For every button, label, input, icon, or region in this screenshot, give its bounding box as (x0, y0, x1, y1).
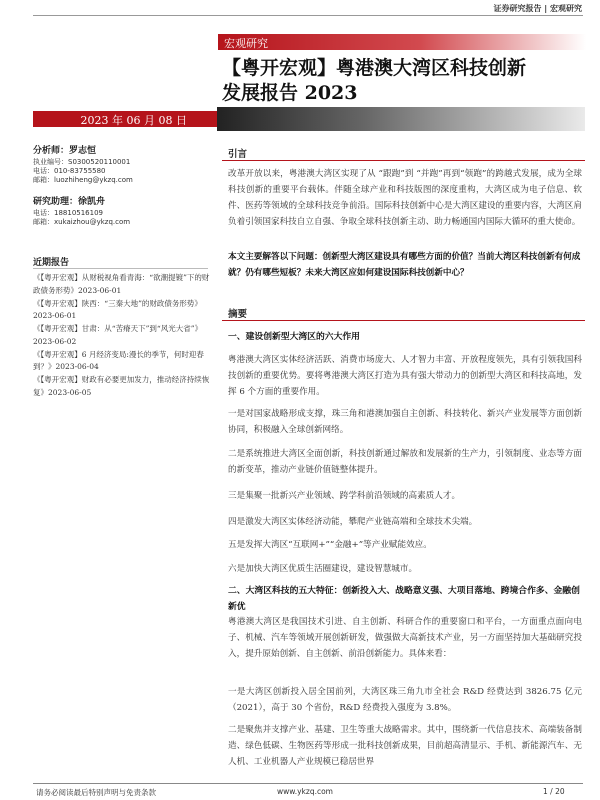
recent-report-item[interactable]: 《【粤开宏观】6 月经济变局:漫长的季节，何时迎春到？》2023-06-04 (33, 349, 204, 371)
intro-questions: 本文主要解答以下问题：创新型大湾区建设具有哪些方面的价值？当前大湾区科技创新有何成就？仍有哪些短板？未来大湾区应如何建设国际科技创新中心？ (228, 252, 581, 278)
section1-paragraph: 粤港澳大湾区实体经济活跃、消费市场庞大、人才智力丰富、开放程度领先，具有引领我国科技创新的重要优势。要将粤港澳大湾区打造为具有强大带动力的创新型大湾区和科技高地，发挥 6 个方面的重要作用。 (228, 355, 582, 397)
intro-paragraph: 改革开放以来，粤港澳大湾区实现了从 “跟跑”到 “并跑”再到“领跑”的跨越式发展，成为全球科技创新的重要平台载体。伴随全球产业和科技版图的深度重构，大湾区成为电子信息、软件、医药等领域的全球科技竞争前沿。国际科技创新中心是大湾区建设的重要内容，大湾区肩负着引领国家科技自立自强、争取全球科技创新主动、助力畅通国内国际大循环的重大使命。 (228, 169, 582, 227)
section1-title: 一、建设创新型大湾区的六大作用 (228, 332, 360, 342)
footer-disclaimer: 请务必阅读最后特别声明与免责条款 (36, 788, 156, 797)
analyst-info (33, 143, 208, 227)
title-gradient-bar (217, 107, 585, 131)
top-divider (33, 15, 583, 16)
analyst-license: 执业编号：S0300520110001 (33, 158, 131, 166)
category-label: 宏观研究 (224, 37, 268, 50)
section1-item: 二是系统推进大湾区全面创新，科技创新通过解放和发展新的生产力，引领制度、业态等方面的新变革，推动产业链价值链整体提升。 (228, 449, 582, 475)
report-type-label: 证券研究报告 | 宏观研究 (493, 4, 582, 13)
assistant-email[interactable]: 邮箱：xukaizhou@ykzq.com (33, 218, 131, 226)
footer-divider (33, 783, 583, 784)
intro-heading: 引言 (228, 149, 248, 160)
analyst-email[interactable]: 邮箱：luozhiheng@ykzq.com (33, 176, 133, 184)
section2-paragraph: 粤港澳大湾区是我国技术引进、自主创新、科研合作的重要窗口和平台，一方面重点面向电子、机械、汽车等领域开展创新研发，做强做大高新技术产业，另一方面坚持加大基础研究投入，提升原始创新、自主创新、前沿创新能力。具体来看： (228, 617, 582, 659)
section1-item: 一是对国家战略形成支撑，珠三角和港澳加强自主创新、科技转化、新兴产业发展等方面创新协同，积极融入全球创新网络。 (228, 409, 582, 435)
assistant-phone: 电话：18810516109 (33, 209, 103, 217)
analyst-name: 分析师：罗志恒 (33, 146, 97, 156)
report-title-line2: 发展报告 2023 (222, 82, 358, 104)
recent-reports-list (33, 272, 211, 400)
page-number: 1 / 20 (543, 787, 565, 796)
section2-title: 二、大湾区科技的五大特征：创新投入大、战略意义强、大项目落地、跨境合作多、金融创新优 (228, 586, 580, 612)
analyst-phone: 电话：010-83755580 (33, 167, 106, 175)
section1-item: 三是集聚一批新兴产业领域、跨学科前沿领域的高素质人才。 (228, 491, 461, 501)
recent-report-item[interactable]: 《【粤开宏观】财政有必要更加发力，推动经济持续恢复》2023-06-05 (33, 375, 210, 397)
report-date: 2023 年 06 月 08 日 (80, 114, 187, 127)
date-banner (33, 111, 217, 127)
recent-reports-title: 近期报告 (33, 258, 70, 268)
recent-reports-divider (33, 268, 208, 269)
section2-item: 二是聚焦并支撑产业、基建、卫生等重大战略需求。其中，围绕新一代信息技术、高端装备制造、绿色低碳、生物医药等形成一批科技创新成果，目前超高清显示、手机、新能源汽车、无人机、工业机器人产业规模已稳居世界 (228, 725, 582, 767)
recent-report-item[interactable]: 《【粤开宏观】甘肃：从“苦瘠天下”到“风光大省”》2023-06-02 (33, 324, 203, 346)
section1-item: 五是发挥大湾区“互联网+”“金融+”等产业赋能效应。 (228, 540, 432, 550)
section1-item: 四是激发大湾区实体经济动能，攀爬产业链高端和全球技术尖端。 (228, 517, 478, 527)
footer-website[interactable]: www.ykzq.com (277, 787, 333, 796)
section1-item: 六是加快大湾区优质生活圈建设，建设智慧城市。 (228, 564, 418, 574)
summary-heading: 摘要 (228, 309, 248, 320)
intro-divider (222, 160, 585, 161)
report-title (222, 56, 592, 106)
report-title-line1: 【粤开宏观】粤港澳大湾区科技创新 (222, 57, 527, 79)
section2-item: 一是大湾区创新投入居全国前列，大湾区珠三角九市全社会 R&D 经费达到 3826.75 亿元（2021），高于 30 个省份，R&D 经费投入强度为 3.8%。 (228, 687, 582, 713)
top-bar (0, 0, 600, 16)
recent-report-item[interactable]: 《【粤开宏观】从财税视角看青海：“欲潮提镀”下的财政债务形势》2023-06-01 (33, 273, 210, 295)
recent-report-item[interactable]: 《【粤开宏观】陕西：“三秦大地”的财政债务形势》2023-06-01 (33, 298, 202, 320)
assistant-name: 研究助理：徐凯舟 (33, 197, 106, 207)
category-banner (218, 34, 586, 50)
summary-divider (222, 320, 585, 321)
